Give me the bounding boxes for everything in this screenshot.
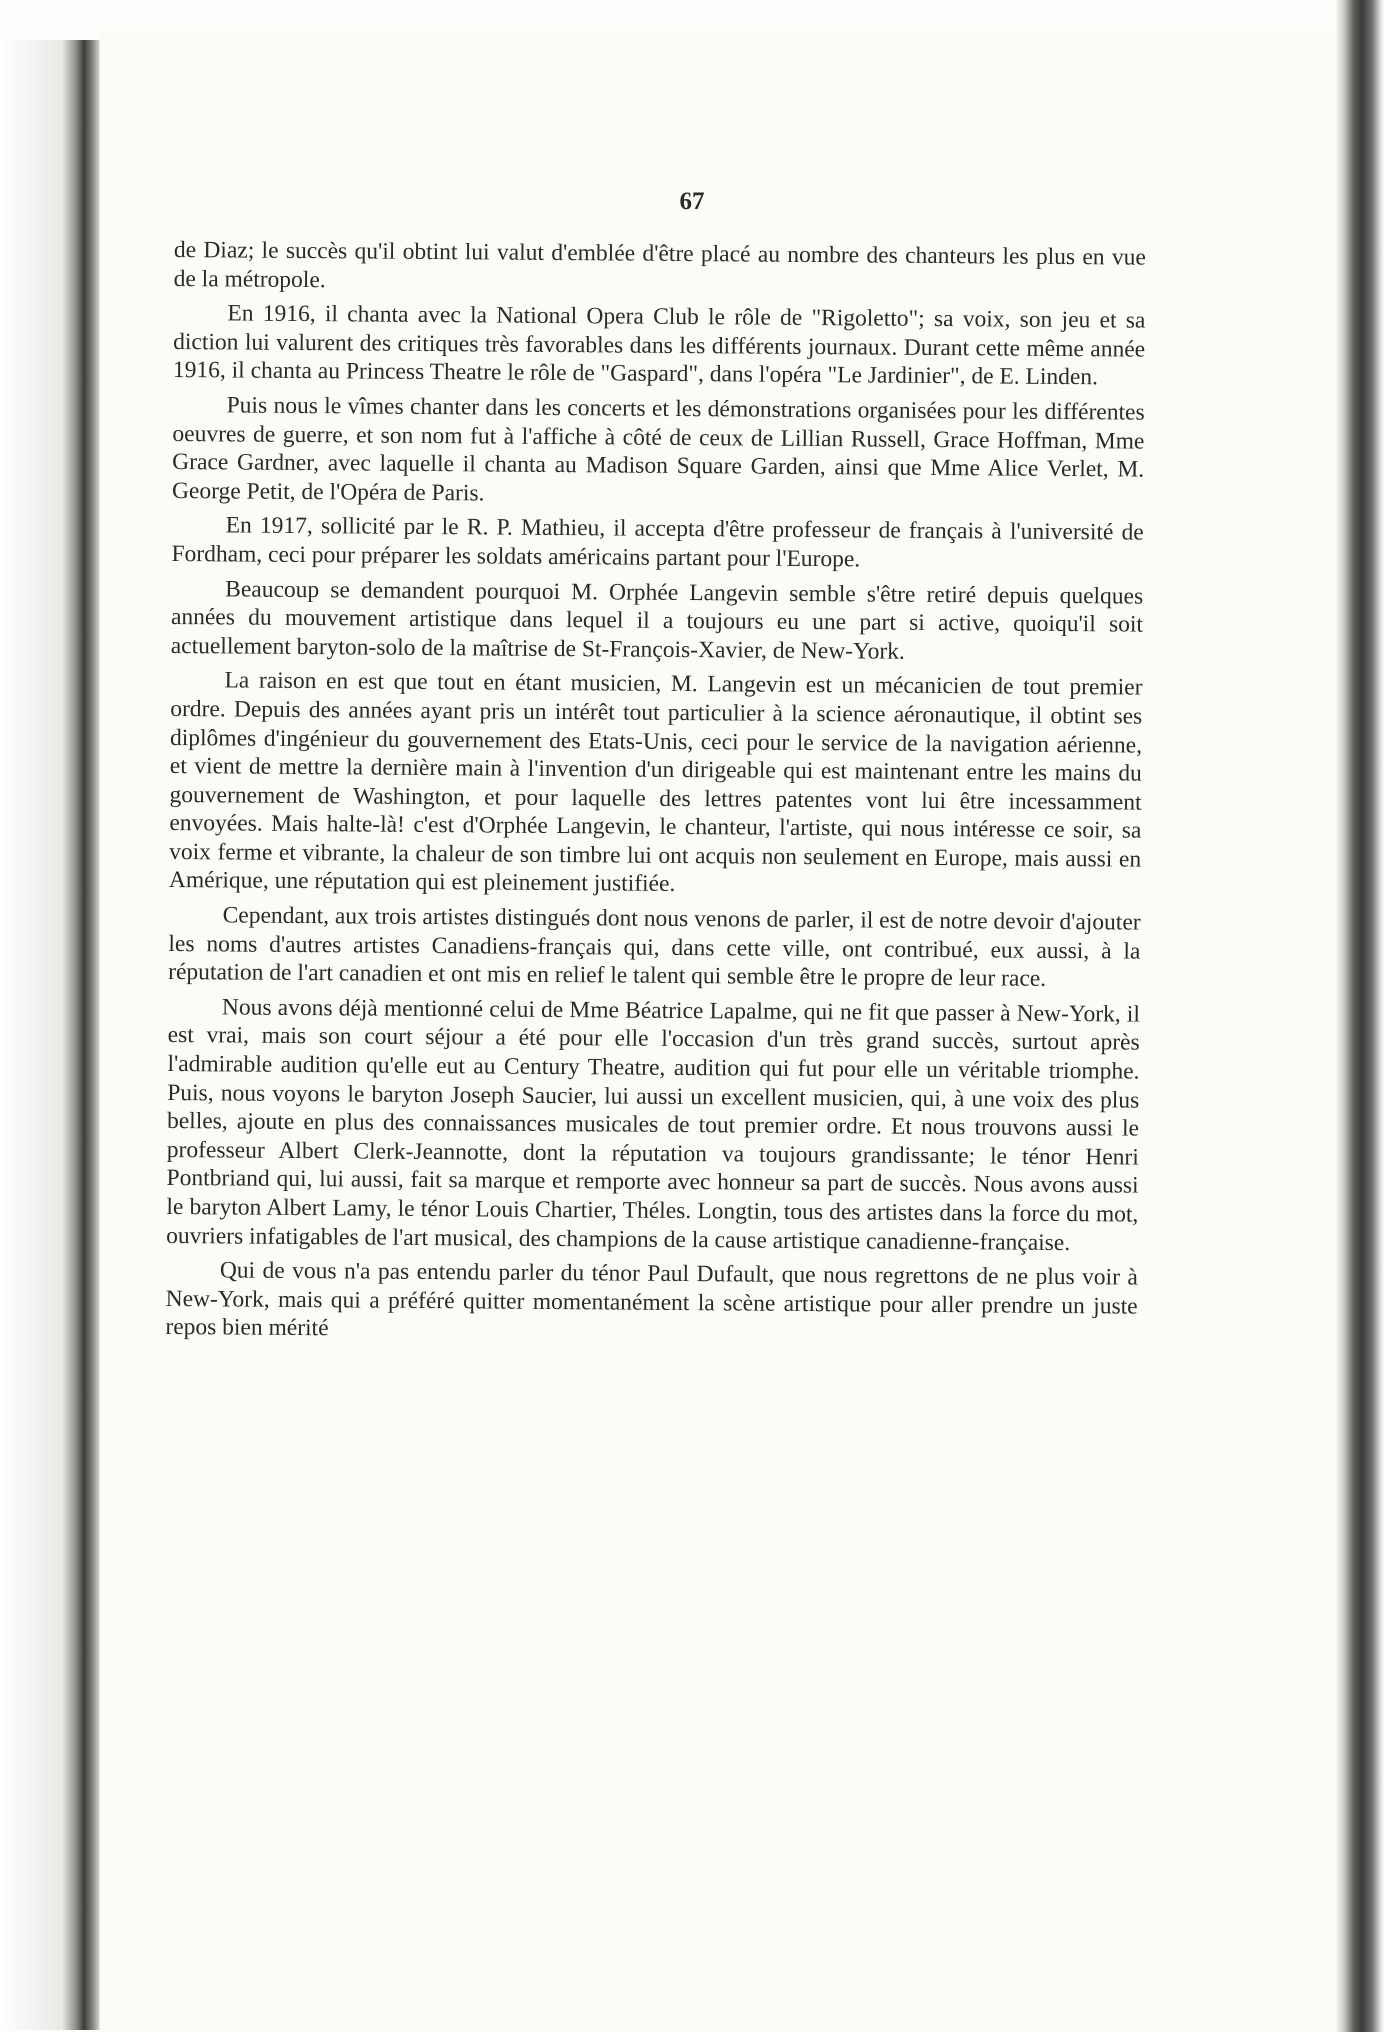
- book-edge-right: [1336, 0, 1384, 2032]
- paragraph: La raison en est que tout en étant musicien, M. Langevin est un mécanicien de tout premier ordre. Depuis des années ayant pris un intérêt tout particulier à la science aéronautique, il obtint ses diplômes d'ingénieur du gouvernement des Etats-Unis, ceci pour le service de la navigation aérienne, et vient de mettre la dernière main à l'invention d'un dirigeable qui est maintenant entre les mains du gouvernement de Washington, et pour laquelle des lettres patentes vont lui être incessamment envoyées. Mais halte-là! c'est d'Orphée Langevin, le chanteur, l'artiste, qui nous intéresse ce soir, sa voix ferme et vibrante, la chaleur de son timbre lui ont acquis non seulement en Europe, mais aussi en Amérique, une réputation qui est pleinement justifiée.: [168, 667, 1143, 898]
- paragraph: Qui de vous n'a pas entendu parler du ténor Paul Dufault, que nous regrettons de ne plus voir à New-York, mais qui a préféré quitter momentanément la scène artistique pour aller prendre un juste repos bien mérité: [165, 1257, 1138, 1342]
- paragraph: En 1917, sollicité par le R. P. Mathieu, il accepta d'être professeur de français à l'université de Fordham, ceci pour préparer les soldats américains partant pour l'Europe.: [171, 512, 1144, 573]
- paragraph: Nous avons déjà mentionné celui de Mme Béatrice Lapalme, qui ne fit que passer à New-York, il est vrai, mais son court séjour a été pour elle l'occasion d'un très grand succès, surtout après l'admirable audition qu'elle eut au Century Theatre, audition qui fut pour elle un véritable triomphe. Puis, nous voyons le baryton Joseph Saucier, lui aussi un excellent musicien, qui, à une voix des plus belles, ajoute en plus des connaissances musicales de tout premier ordre. Et nous trouvons aussi le professeur Albert Clerk-Jeannotte, dont la réputation va toujours grandissante; le ténor Henri Pontbriand qui, lui aussi, fait sa marque et remporte avec honneur sa part de succès. Nous avons aussi le baryton Albert Lamy, le ténor Louis Chartier, Théles. Longtin, tous des artistes dans la force du mot, ouvriers infatigables de l'art musical, des champions de la cause artistique canadienne-française.: [166, 994, 1141, 1256]
- book-spine-left: [0, 40, 100, 2030]
- paragraph: Cependant, aux trois artistes distingués dont nous venons de parler, il est de notre devoir d'ajouter les noms d'autres artistes Canadiens-français qui, dans cette ville, ont contribué, eux aussi, à la réputation de l'art canadien et ont mis en relief le talent qui semble être le propre de leur race.: [168, 902, 1141, 993]
- body-text: [165, 236, 1146, 1356]
- paragraph: Puis nous le vîmes chanter dans les concerts et les démonstrations organisées pour les différentes oeuvres de guerre, et son nom fut à l'affiche à côté de ceux de Lillian Russell, Grace Hoffman, Mme Grace Gardner, avec laquelle il chanta au Madison Square Garden, ainsi que Mme Alice Verlet, M. George Petit, de l'Opéra de Paris.: [171, 392, 1145, 507]
- paragraph: En 1916, il chanta avec la National Opera Club le rôle de "Rigoletto"; sa voix, son jeu et sa diction lui valurent des critiques très favorables dans les différents journaux. Durant cette même année 1916, il chanta au Princess Theatre le rôle de "Gaspard", dans l'opéra "Le Jardinier", de E. Linden.: [172, 300, 1146, 391]
- paragraph: de Diaz; le succès qu'il obtint lui valut d'emblée d'être placé au nombre des chanteurs les plus en vue de la métropole.: [173, 236, 1146, 293]
- page-number: 67: [679, 188, 705, 215]
- paragraph: Beaucoup se demandent pourquoi M. Orphée Langevin semble s'être retiré depuis quelques années du mouvement artistique dans lequel il a toujours eu une part si active, quoiqu'il soit actuellement baryton-solo de la maîtrise de St-François-Xavier, de New-York.: [170, 575, 1144, 665]
